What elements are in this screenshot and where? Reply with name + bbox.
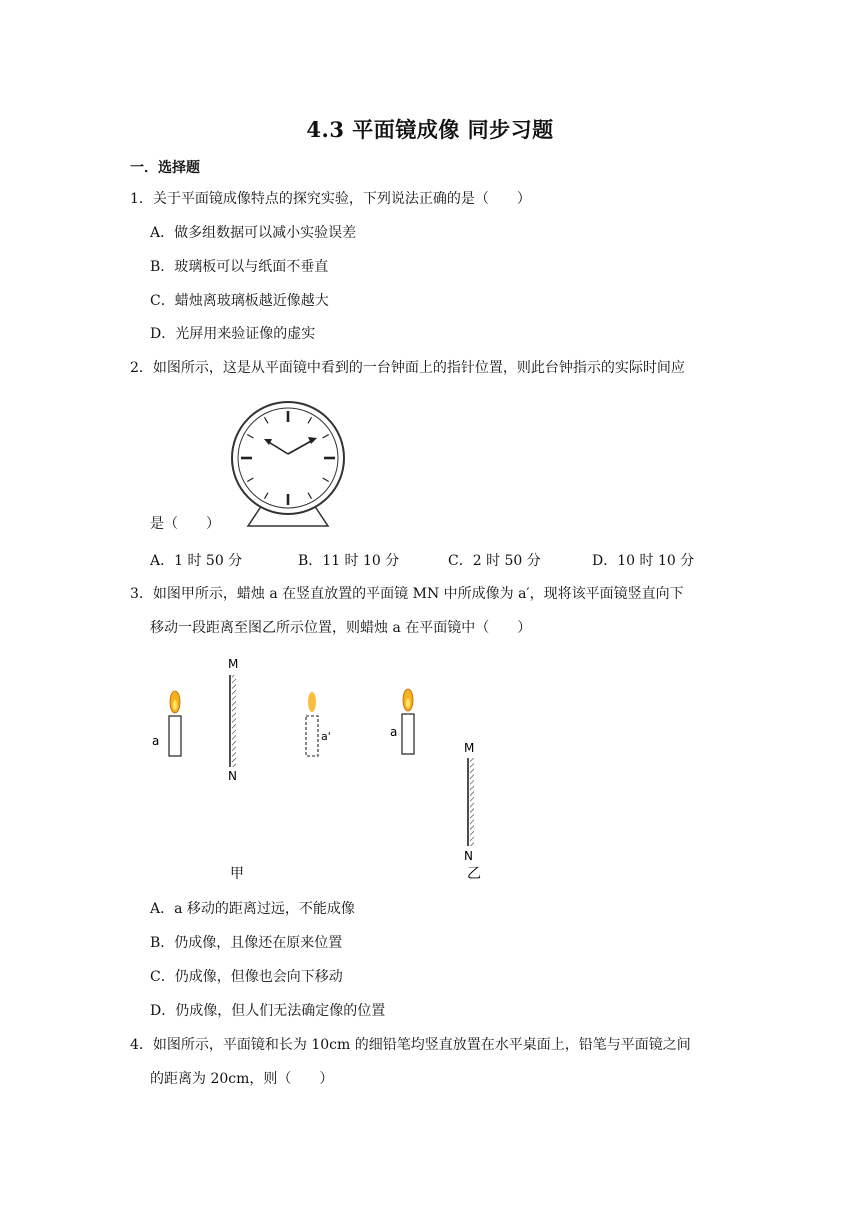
question-1-option-a: A．做多组数据可以减小实验误差 [150,225,357,241]
question-1-option-d: D．光屏用来验证像的虚实 [150,326,316,342]
question-2-option-b: B．11 时 10 分 [298,553,400,569]
question-3-option-c: C．仍成像，但像也会向下移动 [150,969,343,985]
question-2-stem-end: 是（ ） [150,516,220,532]
question-4-stem-line2: 的距离为 20cm，则（ ） [150,1071,334,1087]
question-2-options [150,550,750,570]
question-3-option-a: A．a 移动的距离过远，不能成像 [150,901,355,917]
section-heading: 一．选择题 [130,160,200,176]
question-3-stem-line1: 3．如图甲所示，蜡烛 a 在竖直放置的平面镜 MN 中所成像为 a′，现将该平面镜竖直向下 [130,586,684,602]
page-title: 4.3 平面镜成像 同步习题 [306,117,554,142]
image-flame-icon [308,692,316,712]
candle-mirror-figure [140,650,500,886]
mirrored-clock-figure [228,398,348,530]
label-a-yi: a [390,725,398,739]
label-n-yi: N [464,849,473,863]
label-m-jia: M [228,657,239,671]
candle-a-yi [402,714,414,754]
question-2-option-c: C．2 时 50 分 [448,553,541,569]
caption-jia: 甲 [230,866,244,882]
question-2-option-d: D．10 时 10 分 [592,553,695,569]
caption-yi: 乙 [467,866,481,882]
question-4-stem-line1: 4．如图所示，平面镜和长为 10cm 的细铅笔均竖直放置在水平桌面上，铅笔与平面镜之间 [130,1037,691,1053]
figure-yi [390,689,481,882]
label-n-jia: N [228,769,237,783]
candle-a [169,716,181,756]
question-3-stem-line2: 移动一段距离至图乙所示位置，则蜡烛 a 在平面镜中（ ） [150,620,532,636]
label-a: a [152,734,160,748]
question-3-option-d: D．仍成像，但人们无法确定像的位置 [150,1003,386,1019]
question-3-option-b: B．仍成像，且像还在原来位置 [150,935,343,951]
question-1-option-c: C．蜡烛离玻璃板越近像越大 [150,293,329,309]
question-2-option-a: A．1 时 50 分 [150,553,243,569]
question-2-stem: 2．如图所示，这是从平面镜中看到的一台钟面上的指针位置，则此台钟指示的实际时间应 [130,360,685,376]
question-1-stem: 1．关于平面镜成像特点的探究实验，下列说法正确的是（ ） [130,191,531,207]
candle-image [306,716,318,756]
question-1-option-b: B．玻璃板可以与纸面不垂直 [150,259,329,275]
label-m-yi: M [464,741,475,755]
label-a-image: a' [321,730,331,743]
figure-jia [152,657,331,882]
